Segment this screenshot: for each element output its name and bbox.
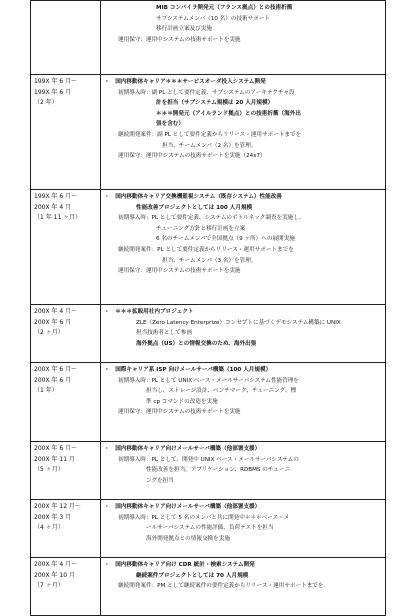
project-detail-line: 初期導入時：副 PL として要件定義、サブシステムのアーキテクチャ設 xyxy=(118,89,295,96)
work-history-table xyxy=(30,0,386,616)
project-title: ・ 国内移動体キャリア交換機監視システム（既存システム）性能改善 xyxy=(104,194,282,200)
period-cell xyxy=(31,558,101,616)
work-history-rows xyxy=(31,1,386,616)
period-line: 199X 年 6 月～ xyxy=(34,193,78,200)
period-cell xyxy=(31,442,101,500)
project-detail-line: 計を担当（サブシステム規模は 20 人月規模） xyxy=(156,100,274,107)
project-title: ・ 国内移動体キャリア向け CDR 統計・検索システム開発 xyxy=(104,562,255,568)
project-detail-line: 継続開発案件：PM として継続案件の要件定義からリリース・運用サポートまでを xyxy=(118,583,324,590)
history-row xyxy=(31,442,386,500)
period-cell xyxy=(31,1,101,75)
history-row xyxy=(31,75,386,190)
period-line: 200X 年 6 月 xyxy=(34,318,72,326)
project-detail-line: 継続案件プロジェクトとしては 70 人月規模 xyxy=(136,572,249,579)
project-detail-line: MIB コンパイラ開発元（フランス拠点）との技術折衝 xyxy=(156,5,293,11)
period-line: （4 ヶ月） xyxy=(34,524,64,531)
project-detail-line: 性能改善を担当。アプリケーション、RDBMS のチューニ xyxy=(146,467,291,474)
project-cell xyxy=(101,500,386,558)
period-line: 200X 年 10 月 xyxy=(34,571,75,579)
history-row xyxy=(31,363,386,442)
period-line: 200X 年 6 月～ xyxy=(34,366,78,373)
project-detail-line: チューニング方針と移行計画を立案 xyxy=(156,225,246,232)
project-detail-line: 担当、チームメンバ（3 名）を管理。 xyxy=(162,257,257,264)
period-line: 199X 年 6 月～ xyxy=(34,78,78,85)
history-row xyxy=(31,500,386,558)
project-detail-line: 性能改善プロジェクトとしては 100 人月規模 xyxy=(136,204,253,211)
period-line: （5 ヶ月） xyxy=(34,466,64,473)
project-detail-line: サブシステムメンバ（10 名）の技術サポート xyxy=(156,15,271,22)
history-row xyxy=(31,1,386,75)
history-row xyxy=(31,558,386,616)
period-line: 200X 年 6 月 xyxy=(34,376,72,384)
project-detail-line: 移行計画立案及び実施 xyxy=(156,26,212,33)
project-detail-line: 運用保守：運用中システムの技術サポートを実施 xyxy=(118,409,241,416)
project-detail-line: 担当技術者として参画 xyxy=(136,330,192,337)
period-line: 200X 年 4 月～ xyxy=(34,561,78,568)
period-line: 200X 年 12 月～ xyxy=(34,503,81,510)
period-line: 200X 年 3 月 xyxy=(34,513,72,521)
project-detail-line: 継続開発案件：副 PL として要件定義からリリース・運用サポートまでを xyxy=(118,131,302,138)
project-cell xyxy=(101,558,386,616)
period-cell xyxy=(31,363,101,442)
project-title: ・ 国内移動体キャリア向けメールサーバ構築（他部署支援） xyxy=(104,446,261,452)
project-detail-line: 担当し、ストレージ設計、ベンチマーク、チューニング、標 xyxy=(146,388,297,395)
period-line: 200X 年 6 月～ xyxy=(34,445,78,452)
project-detail-line: 運用保守：運用中システムの技術サポートを実施 xyxy=(118,268,241,275)
history-row xyxy=(31,190,386,305)
project-detail-line: 初期導入時：PL として UNIX ベース・メールサーバシステム性能管理を xyxy=(118,377,299,384)
period-cell xyxy=(31,305,101,363)
project-cell xyxy=(101,75,386,190)
period-line: 200X 年 4 月～ xyxy=(34,308,78,315)
project-cell xyxy=(101,305,386,363)
period-line: 200X 年 11 月 xyxy=(34,455,75,463)
project-title: ・ 国際キャリア系 ISP 向けメールサーバ構築（100 人月規模） xyxy=(104,367,272,373)
project-detail-line: 初期導入時：PL として 5 名のメンバと共に開発中＊＊＊ベース・メ xyxy=(118,514,290,521)
project-detail-line: 担当、チームメンバ（2 名）を管理。 xyxy=(162,142,257,149)
period-cell xyxy=(31,500,101,558)
period-line: （1 年） xyxy=(34,387,58,394)
period-line: 199X 年 6 月 xyxy=(34,88,72,96)
history-row xyxy=(31,305,386,363)
project-detail-line: 準 cp コマンドの改造を実施 xyxy=(146,398,218,405)
period-line: 200X 年 4 月 xyxy=(34,203,72,211)
period-line: （1 年 11 ヶ月） xyxy=(34,214,82,221)
project-title: ・ 国内移動体キャリア向けメールサーバ構築（他部署支援） xyxy=(104,504,261,510)
project-cell xyxy=(101,1,386,75)
project-detail-line: 初期導入時：PL として、開発中 UNIX ベース・メールサーバシステムの xyxy=(118,456,299,463)
project-detail-line: 6 名のチームメンバで全国拠点（9 ヶ所）への展開実施 xyxy=(156,236,295,243)
project-title: ・ 国内移動体キャリア＊＊＊サービスオーダ投入システム開発 xyxy=(104,79,266,85)
project-title: ・ ＊＊＊拡販用社内プロジェクト xyxy=(104,309,194,315)
period-cell xyxy=(31,75,101,190)
project-detail-line: ングを担当 xyxy=(146,477,174,484)
project-detail-line: 初期導入時：PL として要件定義、システムのボトルネック調査を実施し、 xyxy=(118,215,305,222)
project-cell xyxy=(101,442,386,500)
period-line: （2 ヶ月） xyxy=(34,329,64,336)
period-cell xyxy=(31,190,101,305)
period-line: （2 年） xyxy=(34,99,58,106)
period-line: （7 ヶ月） xyxy=(34,582,64,589)
project-detail-line: 継続開発案件：PL として要件定義からリリース・運用サポートまでを xyxy=(118,246,294,253)
project-detail-line: 運用保守：運用中システムの技術サポートを実施 xyxy=(118,36,241,43)
project-cell xyxy=(101,363,386,442)
project-cell xyxy=(101,190,386,305)
work-history-page xyxy=(30,0,386,616)
project-detail-line: 海外拠点（US）との情報交換のため、海外出張 xyxy=(136,340,257,347)
project-detail-line: 運用保守：運用中システムの技術サポートを実施（24x7） xyxy=(118,153,266,160)
project-detail-line: ＊＊＊開発元（アイルランド拠点）との技術折衝（海外出 xyxy=(156,110,301,117)
project-detail-line: ZLE（Zero Latency Enterprize）コンセプトに基づくデモシステム構築に UNIX xyxy=(136,319,341,326)
project-detail-line: 張を含む） xyxy=(156,121,184,128)
project-detail-line: 海外開発拠点との情報交換を実施 xyxy=(146,535,230,542)
project-detail-line: ールサーバシステムの性能評価、負荷テストを担当 xyxy=(146,525,274,532)
